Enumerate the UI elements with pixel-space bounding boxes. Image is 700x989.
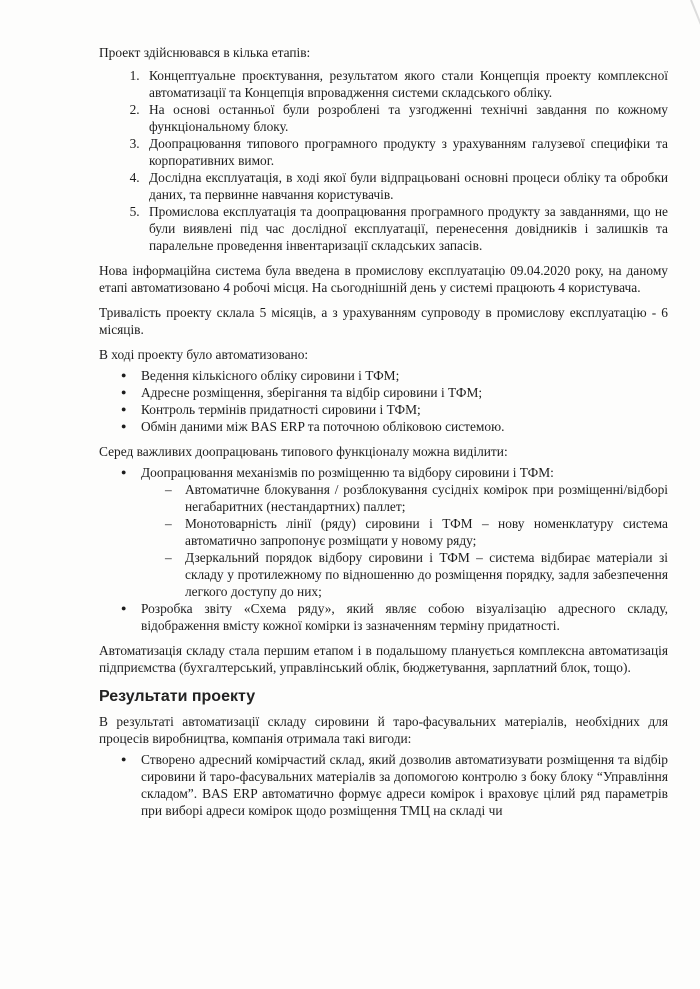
stages-intro: Проект здійснювався в кілька етапів:: [99, 45, 311, 60]
improvement-text: Доопрацювання механізмів по розміщенню та відбору сировини і ТФМ:: [141, 465, 554, 480]
list-item: ● Ведення кількісного обліку сировини і ТФМ;: [141, 367, 668, 384]
automated-list: [99, 367, 668, 435]
automated-intro: В ході проекту було автоматизовано:: [99, 347, 309, 362]
list-item: ● Створено адресний комірчастий склад, який дозволив автоматизувати розміщення та відбір сировини й таро-фасувальних матеріалів за допомогою контролю з боку блоку “Управління складом”. BAS ERP автоматично формує адреси комірок і враховує цілий ряд параметрів при виборі адреси комірок щодо розміщення ТМЦ на складі чи: [141, 751, 668, 819]
list-item: ● Обмін даними між BAS ERP та поточною обліковою системою.: [141, 418, 668, 435]
stage-item: 2. На основі останньої були розроблені та узгодженні технічні завдання по кожному функціональному блоку.: [143, 101, 668, 135]
stages-list: [99, 67, 668, 254]
results-list: [99, 751, 668, 819]
document-page: [99, 44, 668, 827]
stage-item: 1. Концептуальне проєктування, результатом якого стали Концепція проекту комплексної автоматизації та Концепція впровадження системи складського обліку.: [143, 67, 668, 101]
stage-item: 5. Промислова експлуатація та доопрацювання програмного продукту за завданнями, що не були виявлені під час дослідної експлуатації, перенесення довідників і залишків та паралельне проведення інвентаризації складських запасів.: [143, 203, 668, 254]
improvements-intro: Серед важливих доопрацювань типового функціоналу можна виділити:: [99, 444, 508, 459]
sub-item: – Дзеркальний порядок відбору сировини і ТФМ – система відбирає матеріали зі складу у протилежному по відношенню до розміщення порядку, задля забезпечення легкого доступу до них;: [185, 549, 668, 600]
improvements-list: [99, 464, 668, 634]
improvement-sublist: [141, 481, 668, 600]
scan-artifact: [690, 0, 700, 112]
next-steps-paragraph: Автоматизація складу стала першим етапом і в подальшому планується комплексна автоматизація підприємства (бухгалтерський, управлінський облік, бюджетування, зарплатний блок, тощо).: [99, 643, 668, 675]
list-item: ● Контроль термінів придатності сировини і ТФМ;: [141, 401, 668, 418]
stage-item: 4. Дослідна експлуатація, в ході якої були відпрацьовані основні процеси обліку та обробки даних, та первинне навчання користувачів.: [143, 169, 668, 203]
launch-paragraph: Нова інформаційна система була введена в промислову експлуатацію 09.04.2020 року, на даному етапі автоматизовано 4 робочі місця. На сьогоднішній день у системі працюють 4 користувача.: [99, 263, 668, 295]
duration-paragraph: Тривалість проекту склала 5 місяців, а з урахуванням супроводу в промислову експлуатацію - 6 місяців.: [99, 305, 668, 337]
results-heading: Результати проекту: [99, 688, 256, 705]
stage-item: 3. Доопрацювання типового програмного продукту з урахуванням галузевої специфіки та корпоративних вимог.: [143, 135, 668, 169]
results-intro: В результаті автоматизації складу сировини й таро-фасувальних матеріалів, необхідних для процесів виробництва, компанія отримала такі вигоди:: [99, 714, 668, 746]
sub-item: – Монотоварність лінії (ряду) сировини і ТФМ – нову номенклатуру система автоматично запропонує розміщати у новому ряду;: [185, 515, 668, 549]
list-item: ● Розробка звіту «Схема ряду», який являє собою візуалізацію адресного складу, відображення вмісту кожної комірки із зазначенням терміну придатності.: [141, 600, 668, 634]
sub-item: – Автоматичне блокування / розблокування сусідніх комірок при розміщенні/відборі негабаритних (нестандартних) паллет;: [185, 481, 668, 515]
list-item: [141, 464, 668, 600]
list-item: ● Адресне розміщення, зберігання та відбір сировини і ТФМ;: [141, 384, 668, 401]
